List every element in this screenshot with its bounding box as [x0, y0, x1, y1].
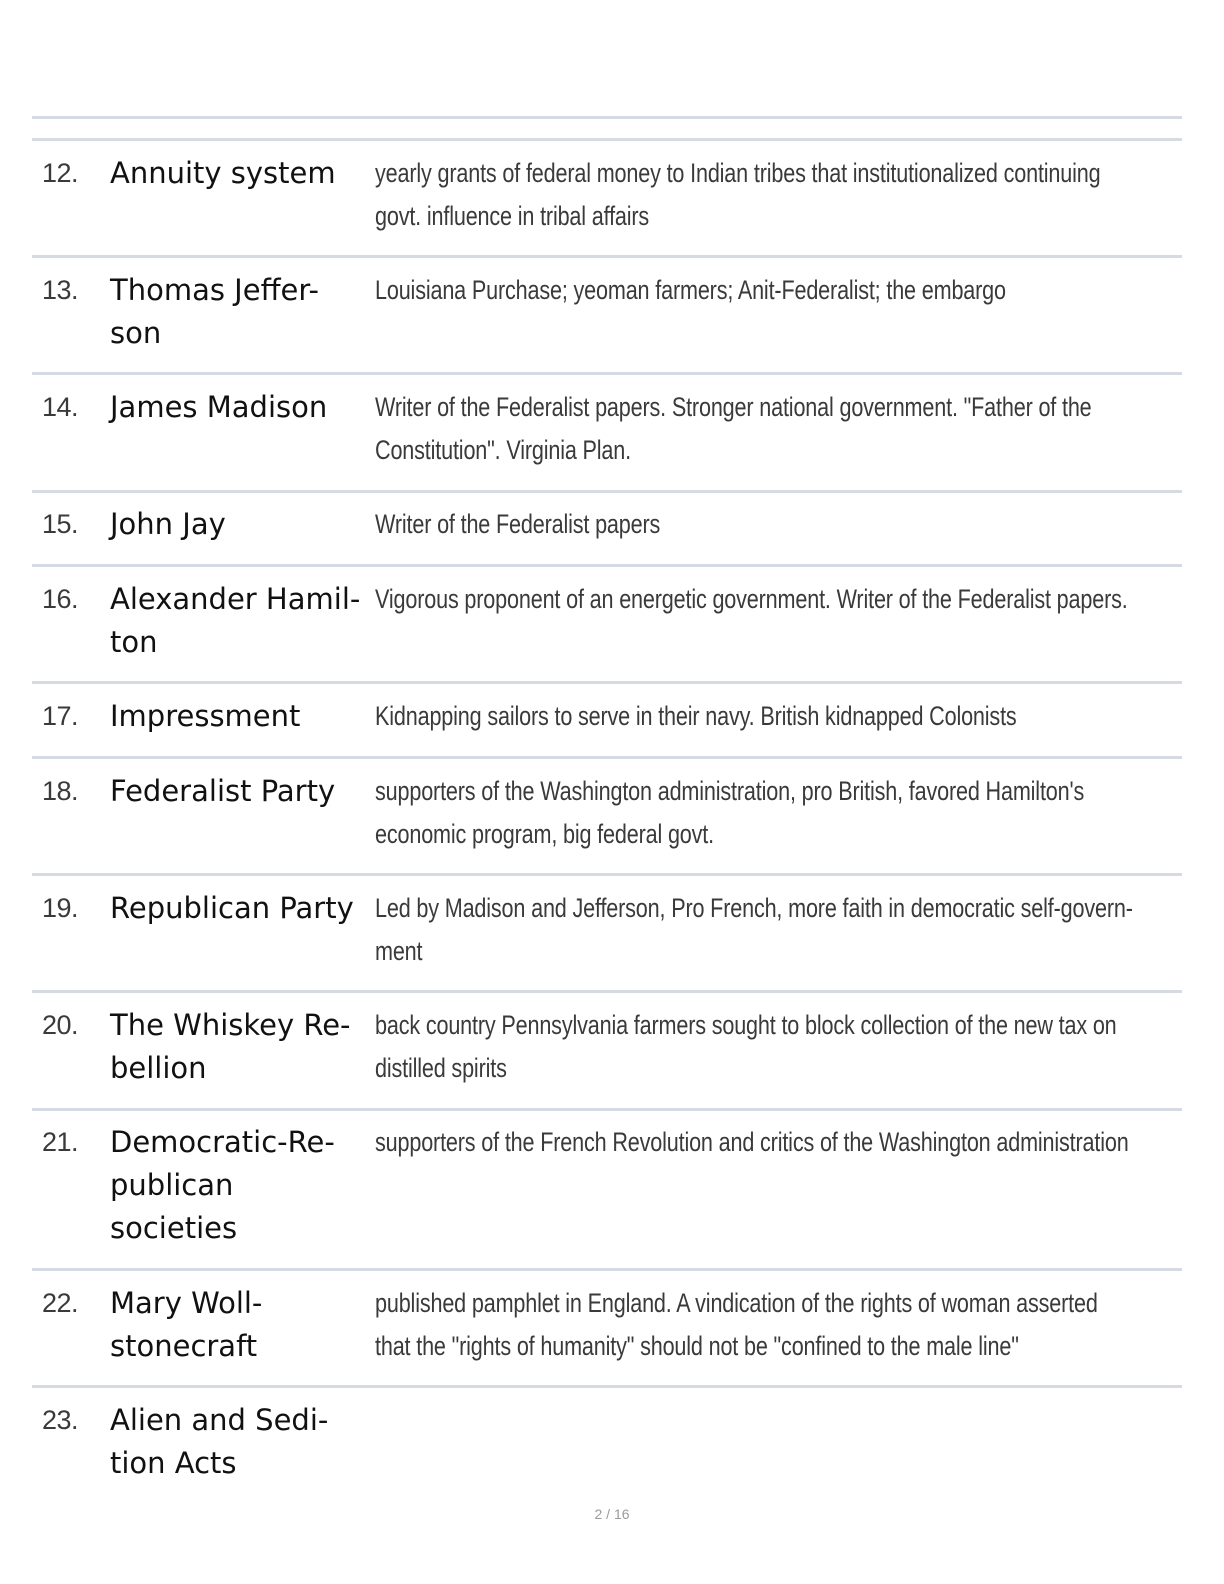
page-indicator: 2 / 16	[594, 1506, 630, 1522]
definition	[375, 770, 1085, 856]
row-number: 17.	[42, 701, 79, 731]
term: Alien and Sedi- tion Acts	[110, 1403, 329, 1480]
definition-text: supporters of the French Revolution and critics of the Washington administration	[375, 1127, 1129, 1157]
definition	[375, 152, 1101, 238]
definition	[375, 386, 1092, 472]
top-rule	[32, 116, 1182, 119]
term: Democratic-Re- publican societies	[110, 1125, 335, 1245]
definition-text: yearly grants of federal money to Indian tribes that institutionalized continuing govt. influence in tribal affairs	[375, 158, 1101, 231]
definition-text: Led by Madison and Jefferson, Pro French, more faith in democratic self-govern- ment	[375, 893, 1133, 966]
row-divider	[32, 990, 1182, 993]
definition-text: Kidnapping sailors to serve in their navy. British kidnapped Colonists	[375, 701, 1017, 731]
row-number: 15.	[42, 509, 79, 539]
definition-text: Writer of the Federalist papers. Stronger national government. "Father of the Constitution". Virginia Plan.	[375, 392, 1092, 465]
row-divider	[32, 255, 1182, 258]
row-divider	[32, 564, 1182, 567]
definition	[375, 695, 1015, 738]
row-number: 16.	[42, 584, 79, 614]
term: Annuity system	[110, 156, 336, 190]
term: John Jay	[110, 507, 226, 541]
definition	[375, 1121, 1129, 1164]
definition	[375, 1282, 1098, 1368]
definition	[375, 1004, 1117, 1090]
term: James Madison	[110, 390, 328, 424]
header-rule	[32, 138, 1182, 141]
row-number: 22.	[42, 1288, 79, 1318]
row-divider	[32, 372, 1182, 375]
row-number: 18.	[42, 776, 79, 806]
definition	[375, 503, 1015, 546]
term: Thomas Jeffer- son	[110, 273, 319, 350]
row-divider	[32, 681, 1182, 684]
row-number: 21.	[42, 1127, 79, 1157]
definition	[375, 269, 1015, 312]
definition-text: supporters of the Washington administration, pro British, favored Hamilton's economic program, big federal govt.	[375, 776, 1085, 849]
row-divider	[32, 1268, 1182, 1271]
term: Mary Woll- stonecraft	[110, 1286, 263, 1363]
row-number: 20.	[42, 1010, 79, 1040]
term: Impressment	[110, 699, 301, 733]
term: Alexander Hamil- ton	[110, 582, 361, 659]
row-number: 14.	[42, 392, 79, 422]
row-divider	[32, 1385, 1182, 1388]
definition	[375, 578, 1128, 621]
term: Federalist Party	[110, 774, 336, 808]
row-divider	[32, 756, 1182, 759]
row-number: 19.	[42, 893, 79, 923]
row-number: 13.	[42, 275, 79, 305]
row-divider	[32, 1108, 1182, 1111]
row-number: 23.	[42, 1405, 79, 1435]
definition-text: Louisiana Purchase; yeoman farmers; Anit-Federalist; the embargo	[375, 275, 1006, 305]
definition-text: back country Pennsylvania farmers sought to block collection of the new tax on distilled spirits	[375, 1010, 1117, 1083]
definition	[375, 887, 1133, 973]
term: Republican Party	[110, 891, 354, 925]
definition-text: Writer of the Federalist papers	[375, 509, 661, 539]
row-number: 12.	[42, 158, 79, 188]
definition-text: published pamphlet in England. A vindication of the rights of woman asserted that the "rights of humanity" should not be "confined to the male line"	[375, 1288, 1098, 1361]
definition-text: Vigorous proponent of an energetic government. Writer of the Federalist papers.	[375, 584, 1128, 614]
term: The Whiskey Re- bellion	[110, 1008, 351, 1085]
row-divider	[32, 873, 1182, 876]
row-divider	[32, 490, 1182, 493]
